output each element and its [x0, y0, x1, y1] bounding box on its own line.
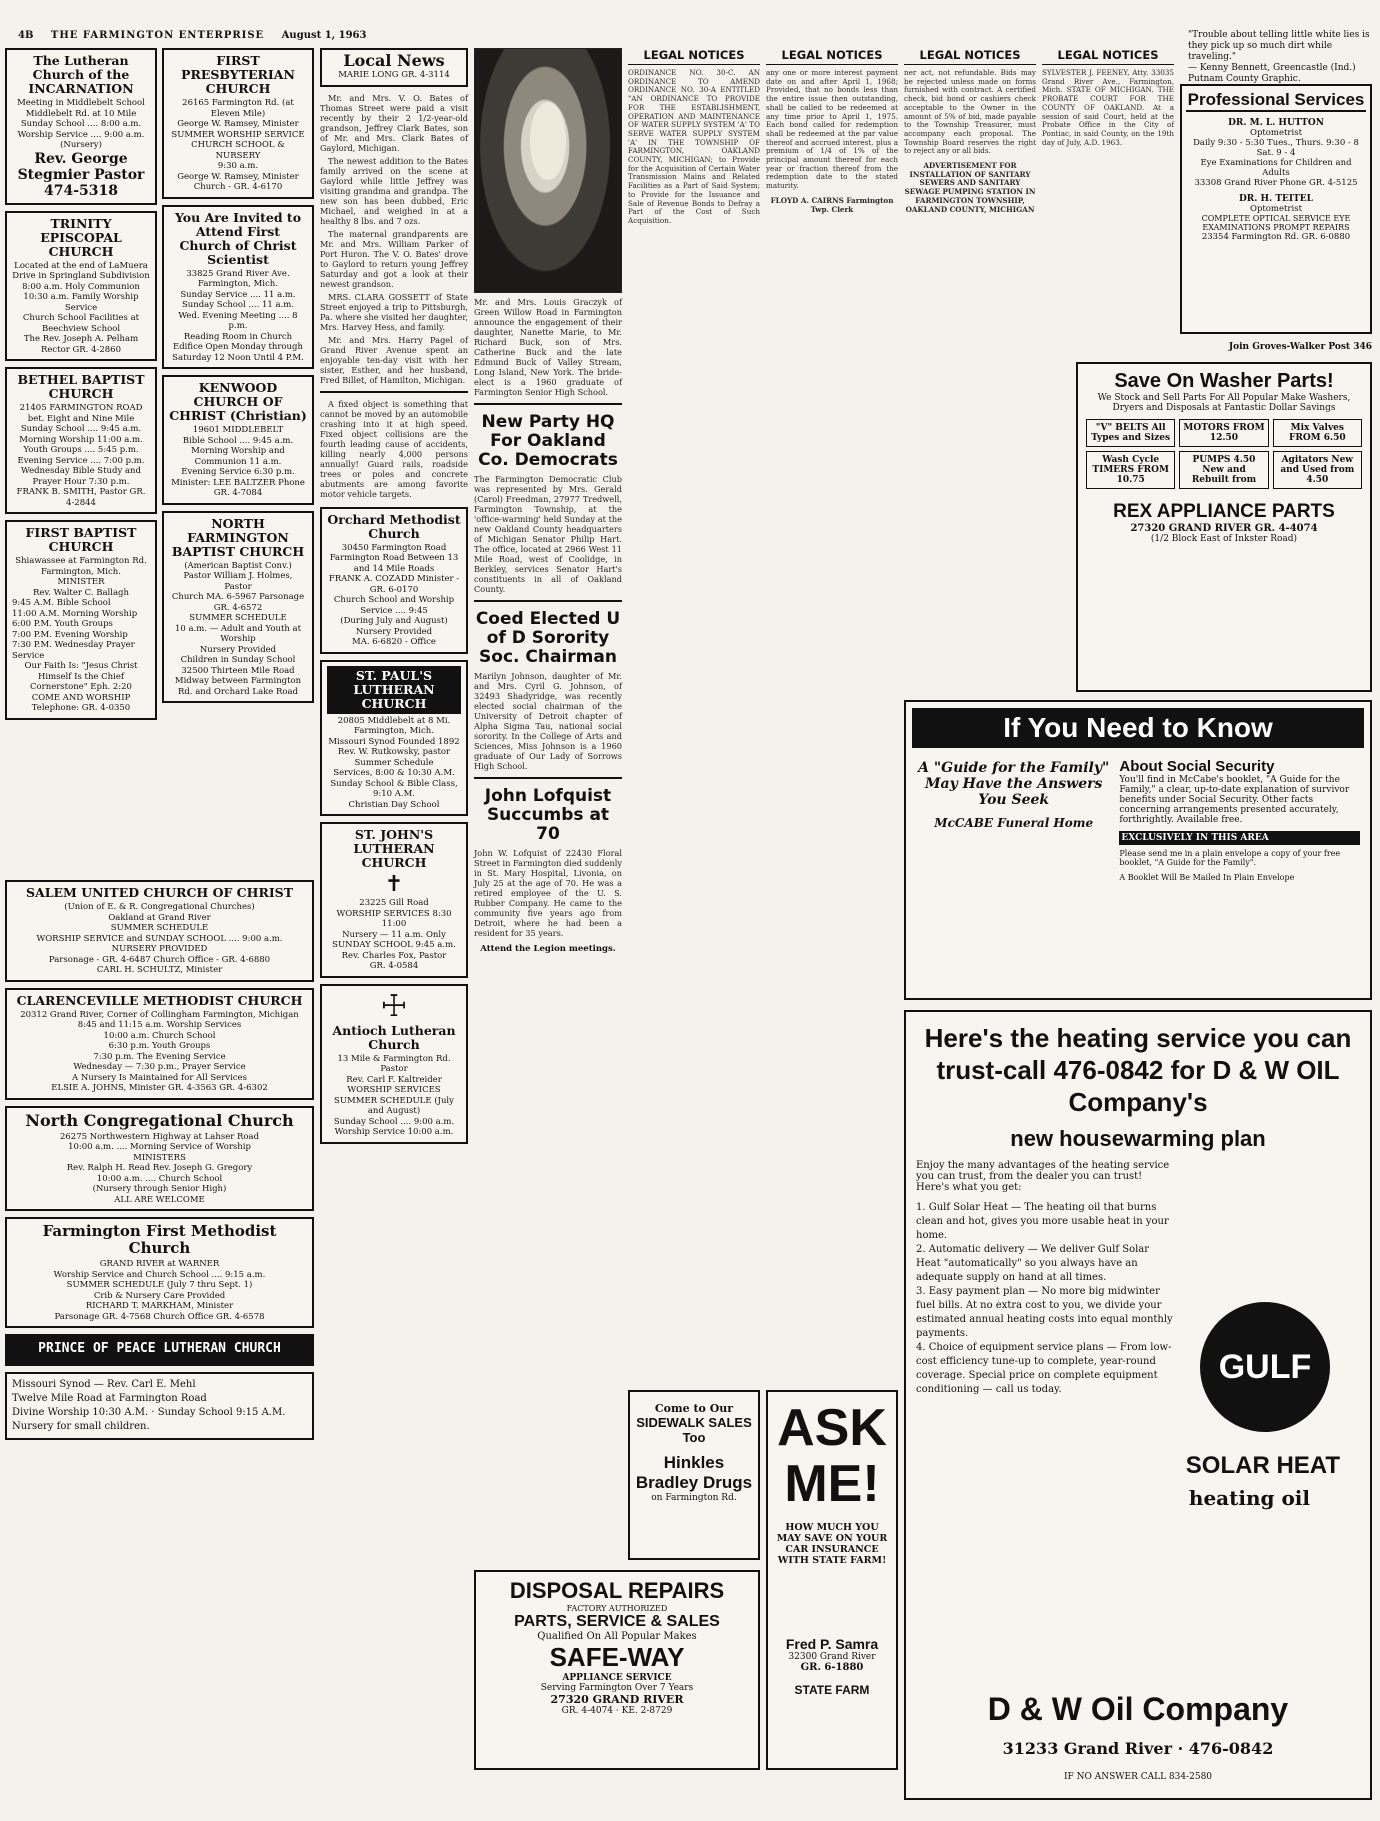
church-box: ST. PAUL'S LUTHERAN CHURCH 20805 Middlebelt at 8 Mi. Farmington, Mich. Missouri Synod Founded 1892 Rev. W. Rutkowsky, pastor Summer Schedule Services, 8:00 & 10:30 A.M. Sunday School & Bible Class, 9:10 A.M. Christian Day School [320, 660, 468, 817]
church-box: FIRST PRESBYTERIAN CHURCH 26165 Farmington Rd. (at Eleven Mile) George W. Ramsey, Minister SUMMER WORSHIP SERVICE CHURCH SCHOOL & NURSERY 9:30 a.m. George W. Ramsey, Minister Church - GR. 4-6170 [162, 48, 314, 199]
church-box: ST. JOHN'S LUTHERAN CHURCH ✝ 23225 Gill Road WORSHIP SERVICES 8:30 11:00 Nursery — 11 a.m. Only SUNDAY SCHOOL 9:45 a.m. Rev. Charles Fox, Pastor GR. 4-0584 [320, 822, 468, 978]
lutheran-cross-icon: ✝ [384, 872, 404, 897]
ask-me-ad: ASK ME! HOW MUCH YOU MAY SAVE ON YOUR CAR INSURANCE WITH STATE FARM! Fred P. Samra 32300 Grand River GR. 6-1880 STATE FARM [766, 1390, 898, 1770]
photo-caption: Mr. and Mrs. Louis Graczyk of Green Willow Road in Farmington announce the engagement of their daughter, Nanette Marie, to Mr. Richard Buck, son of Mrs. Catherine Buck and the late Edmund Buck of Valley Stream, Long Island, New York. The bride-elect is a 1960 graduate of Farmington Senior High School. [474, 297, 622, 397]
gulf-heating-ad: Here's the heating service you can trust-call 476-0842 for D & W OIL Company's new housewarming plan Enjoy the many advantages of the heating service you can trust, from the dealer you can trust! Here's what you get: 1. Gulf Solar Heat — The heating oil that burns clean and hot, gives you more usable heat in your home. 2. Automatic delivery — We deliver Gulf Solar Heat "automatically" so you always have an adequate supply on hand at all times. 3. Easy payment plan — No more big midwinter fuel bills. At no extra cost to you, we divide your estimated annual heating costs into equal monthly payments. 4. Choice of equipment service plans — From low-cost efficiency tune-up to complete, year-round coverage. Special price on complete equipment conditioning — call us today. GULF SOLAR HEAT heating oil D & W Oil Company 31233 Grand River · 476-0842 IF NO ANSWER CALL 834-2580 [904, 1010, 1372, 1800]
post-notice: Join Groves-Walker Post 346 [1228, 342, 1372, 352]
legal-column-2: LEGAL NOTICES any one or more interest payment date on and after April 1, 1968; Provided, that no bonds less than the entire issue then outstanding, shall be called to be redeemed at any time prior to April 1, 1975. Each bond called for redemption shall be redeemed at the par value thereof and accrued interest, plus a premium of 1/4 of 1% of the principal amount thereof for each year or fraction thereof from the redemption date to the stated maturity. FLOYD A. CAIRNS Farmington Twp. Clerk [766, 48, 898, 214]
disposal-repairs-ad: DISPOSAL REPAIRS FACTORY AUTHORIZED PARTS, SERVICE & SALES Qualified On All Popular Makes SAFE-WAY APPLIANCE SERVICE Serving Farmington Over 7 Years 27320 GRAND RIVER GR. 4-4074 · KE. 2-8729 [474, 1570, 760, 1770]
news-column-photo: Mr. and Mrs. Louis Graczyk of Green Willow Road in Farmington announce the engagement of their daughter, Nanette Marie, to Mr. Richard Buck, son of Mrs. Catherine Buck and the late Edmund Buck of Valley Stream, Long Island, New York. The bride-elect is a 1960 graduate of Farmington Senior High School. New Party HQ For Oakland Co. Democrats The Farmington Democratic Club was represented by Mrs. Gerald (Carol) Freedman, 27977 Tredwell, Farmington Township, at the 'office-warming' held Sunday at the new Oakland County headquarters of Michigan Senator Philip Hart. The office, located at 2966 West 11 Mile Road, west of Coolidge, in Berkley, services Senator Hart's constituents in all of Oakland County. Coed Elected U of D Sorority Soc. Chairman Marilyn Johnson, daughter of Mr. and Mrs. Cyril G. Johnson, of 32493 Shadyridge, was recently elected social chairman of the University of Detroit chapter of Alpha Sigma Tau, national social sorority. In the College of Arts and Sciences, Miss Johnson is a 1960 graduate of Our Lady of Sorrows High School. John Lofquist Succumbs at 70 John W. Lofquist of 22430 Floral Street in Farmington died suddenly in St. Mary Hospital, Livonia, on July 25 at the age of 70. He was a retired employee of the U. S. Rubber Company. He came to the community five years ago from Detroit, where he had been a resident for 35 years. Attend the Legion meetings. [474, 48, 622, 958]
gulf-logo-icon: GULF [1200, 1302, 1330, 1432]
masthead [18, 30, 1173, 41]
news-column-local [320, 48, 468, 1150]
church-box: BETHEL BAPTIST CHURCH 21405 FARMINGTON ROAD bet. Eight and Nine Mile Sunday School .... 9:45 a.m. Morning Worship 11:00 a.m. Youth Groups .... 5:45 p.m. Evening Service .... 7:00 p.m. Wednesday Bible Study and Prayer Hour 7:30 p.m. FRANK B. SMITH, Pastor GR. 4-2844 [5, 367, 157, 514]
church-box: Orchard Methodist Church 30450 Farmington Road Farmington Road Between 13 and 14 Mile Roads FRANK A. COZADD Minister - GR. 6-0170 Church School and Worship Service .... 9:45 (During July and August) Nursery Provided MA. 6-6820 - Office [320, 507, 468, 654]
church-name: PRINCE OF PEACE LUTHERAN CHURCH [38, 1341, 281, 1356]
church-box: SALEM UNITED CHURCH OF CHRIST (Union of E. & R. Congregational Churches) Oakland at Grand River SUMMER SCHEDULE WORSHIP SERVICE and SUNDAY SCHOOL .... 9:00 a.m. NURSERY PROVIDED Parsonage - GR. 4-6487 Church Office - GR. 4-6880 CARL H. SCHULTZ, Minister [5, 880, 314, 982]
church-box [5, 1334, 314, 1366]
church-name: KENWOOD CHURCH OF CHRIST (Christian) [169, 380, 307, 423]
quote-text: "Trouble about telling little white lies is they pick up so much dirt while traveling." [1188, 30, 1370, 62]
church-name: Farmington First Methodist Church [42, 1222, 277, 1257]
church-box: You Are Invited to Attend First Church of Christ Scientist 33825 Grand River Ave. Farmington, Mich. Sunday Service .... 11 a.m. Sunday School .... 11 a.m. Wed. Evening Meeting .... 8 p.m. Reading Room in Church Edifice Open Monday through Saturday 12 Noon Until 4 P.M. [162, 205, 314, 370]
page-number: 4B [18, 30, 34, 41]
church-box: Missouri Synod — Rev. Carl E. Mehl Twelve Mile Road at Farmington Road Divine Worship 10:30 A.M. · Sunday School 9:15 A.M. Nursery for small children. [5, 1372, 314, 1440]
quote [1188, 30, 1373, 85]
church-name: BETHEL BAPTIST CHURCH [17, 372, 145, 401]
local-news-body: Mr. and Mrs. V. O. Bates of Thomas Street were paid a visit recently by their 2 1/2-year-old grandson, Jeffrey Clark Bates, son of Mr. and Mrs. Clark Bates of Gaylord, Michigan. The newest addition to the Bates family arrived on the scene at Gaylord while little Jeffrey was visiting grandma and grandpa. The new son has been dubbed, Eric Michael, and weighed in at a healthy 8 lbs. and 7 ozs. The maternal grandparents are Mr. and Mrs. William Parker of Port Huron. The V. O. Bates' drove to Gaylord to return young Jeffrey Saturday and got a look at their newest grandson. MRS. CLARA GOSSETT of State Street enjoyed a trip to Pittsburgh, Pa. where she visited her daughter, Mrs. Harvey Hess, and family. Mr. and Mrs. Harry Pagel of Grand River Avenue spent an enjoyable ten-day visit with her sister, Esther, and her husband, Fred Billet, of Hamilton, Michigan. A fixed object is something that cannot be moved by an automobile crashing into it at high speed. Fixed object collisions are the fourth leading cause of accidents, killing nearly 4,000 persons annually! Guard rails, roadside trees or poles and concrete abutments are among favorite motor vehicle targets. [320, 92, 468, 499]
legal-column-4: LEGAL NOTICES SYLVESTER J. FEENEY, Atty. 33035 Grand River Ave., Farmington, Mich. STATE OF MICHIGAN. THE PROBATE COURT FOR THE COUNTY OF OAKLAND. At a session of said Court, held at the Probate Office in the City of Pontiac, in said County, on the 19th day of July, A.D. 1963. [1042, 48, 1174, 147]
church-name: North Congregational Church [25, 1110, 294, 1130]
washer-parts-ad: Save On Washer Parts! We Stock and Sell Parts For All Popular Make Washers, Dryers and Disposals at Fantastic Dollar Savings "V" BELTS All Types and Sizes MOTORS FROM 12.50 Mix Valves FROM 6.50 Wash Cycle TIMERS FROM 10.75 PUMPS 4.50 New and Rebuilt from Agitators New and Used from 4.50 REX APPLIANCE PARTS 27320 GRAND RIVER GR. 4-4074 (1/2 Block East of Inkster Road) [1076, 362, 1372, 692]
church-box: CLARENCEVILLE METHODIST CHURCH 20312 Grand River, Corner of Collingham Farmington, Michigan 8:45 and 11:15 a.m. Worship Services 10:00 a.m. Church School 6:30 p.m. Youth Groups 7:30 p.m. The Evening Service Wednesday — 7:30 p.m., Prayer Service A Nursery Is Maintained for All Services ELSIE A. JOHNS, Minister GR. 4-3563 GR. 4-6302 [5, 988, 314, 1100]
professional-services: Professional Services DR. M. L. HUTTON Optometrist Daily 9:30 - 5:30 Tues., Thurs. 9:30 - 8 Sat. 9 - 4 Eye Examinations for Children and Adults 33308 Grand River Phone GR. 4-5125 DR. H. TEITEL Optometrist COMPLETE OPTICAL SERVICE EYE EXAMINATIONS PROMPT REPAIRS 23354 Farmington Rd. GR. 6-0880 [1180, 84, 1372, 334]
headline-coed: Coed Elected U of D Sorority Soc. Chairman [475, 609, 621, 667]
headline-lofquist: John Lofquist Succumbs at 70 [484, 786, 612, 844]
church-name: CLARENCEVILLE METHODIST CHURCH [16, 992, 303, 1008]
local-news-box: Local News MARIE LONG GR. 4-3114 [320, 48, 468, 87]
headline-party-hq: New Party HQ For Oakland Co. Democrats [478, 412, 618, 470]
church-name: SALEM UNITED CHURCH OF CHRIST [25, 885, 294, 900]
church-box: KENWOOD CHURCH OF CHRIST (Christian) 19601 MIDDLEBELT Bible School .... 9:45 a.m. Morning Worship and Communion 11 a.m. Evening Service 6:30 p.m. Minister: LEE BALTZER Phone GR. 4-7084 [162, 375, 314, 505]
sidewalk-sales-ad: Come to Our SIDEWALK SALES Too Hinkles Bradley Drugs on Farmington Rd. [628, 1390, 760, 1560]
church-name: The Lutheran Church of the INCARNATION [28, 53, 134, 96]
church-box: The Lutheran Church of the INCARNATION Meeting in Middlebelt School Middlebelt Rd. at 10 Mile Sunday School .... 8:00 a.m. Worship Service .... 9:00 a.m. (Nursery) Rev. George Stegmier Pastor 474-5318 [5, 48, 157, 205]
wide-church-column [5, 880, 314, 1446]
church-name: NORTH FARMINGTON BAPTIST CHURCH [171, 515, 305, 559]
church-box: FIRST BAPTIST CHURCH Shiawassee at Farmington Rd. Farmington, Mich. MINISTER Rev. Walter C. Ballagh 9:45 A.M. Bible School 11:00 A.M. Morning Worship 6:00 P.M. Youth Groups 7:00 P.M. Evening Worship 7:30 P.M. Wednesday Prayer Service Our Faith Is: "Jesus Christ Himself Is the Chief Cornerstone" Eph. 2:20 COME AND WORSHIP Telephone: GR. 4-0350 [5, 520, 157, 720]
church-name: TRINITY EPISCOPAL CHURCH [40, 215, 122, 259]
issue-date: August 1, 1963 [281, 30, 367, 41]
church-name: You Are Invited to Attend First Church of Christ Scientist [174, 209, 302, 267]
legal-column-1: LEGAL NOTICES ORDINANCE NO. 30-C. AN ORDINANCE TO AMEND ORDINANCE NO. 30-A ENTITLED "AN ORDINANCE TO PROVIDE FOR THE ESTABLISHMENT, OPERATION AND MAINTENANCE OF WATER SUPPLY SYSTEM 'A' TO SERVE WATER SUPPLY SYSTEM 'A' IN THE TOWNSHIP OF FARMINGTON, OAKLAND COUNTY, MICHIGAN; to Provide for the Acquisition of Certain Water Transmission Mains and Related Facilities as a Part of Said System; to Provide for the Issuance and Sale of Revenue Bonds to Defray a Part of the Cost of Such Acquisition. [628, 48, 760, 225]
church-column-1 [5, 48, 157, 726]
church-box: NORTH FARMINGTON BAPTIST CHURCH (American Baptist Conv.) Pastor William J. Holmes, Pastor Church MA. 6-5967 Parsonage GR. 4-6572 SUMMER SCHEDULE 10 a.m. — Adult and Youth at Worship Nursery Provided Children in Sunday School 32500 Thirteen Mile Road Midway between Farmington Rd. and Orchard Lake Road [162, 511, 314, 704]
church-box: North Congregational Church 26275 Northwestern Highway at Lahser Road 10:00 a.m. .... Morning Service of Worship MINISTERS Rev. Ralph H. Read Rev. Joseph G. Gregory 10:00 a.m. .... Church School (Nursery through Senior High) ALL ARE WELCOME [5, 1106, 314, 1212]
church-column-2 [162, 48, 314, 709]
church-box: Farmington First Methodist Church GRAND RIVER at WARNER Worship Service and Church School .... 9:15 a.m. SUMMER SCHEDULE (July 7 thru Sept. 1) Crib & Nursery Care Provided RICHARD T. MARKHAM, Minister Parsonage GR. 4-7568 Church Office GR. 4-6578 [5, 1217, 314, 1328]
church-box: TRINITY EPISCOPAL CHURCH Located at the end of LaMuera Drive in Springland Subdivision 8:00 a.m. Holy Communion 10:30 a.m. Family Worship Service Church School Facilities at Beechview School The Rev. Joseph A. Pelham Rector GR. 4-2860 [5, 211, 157, 362]
mccabe-ad: If You Need to Know A "Guide for the Family" May Have the Answers You Seek McCABE Funeral Home About Social Security You'll find in McCabe's booklet, "A Guide for the Family," a clear, up-to-date explanation of survivor benefits under Social Security. Other facts concerning arrangements presented accurately, forthrightly. Available free. EXCLUSIVELY IN THIS AREA Please send me in a plain envelope a copy of your free booklet, "A Guide for the Family". A Booklet Will Be Mailed In Plain Envelope [904, 700, 1372, 1000]
church-box: ☩ Antioch Lutheran Church 13 Mile & Farmington Rd. Pastor Rev. Carl F. Kaltreider WORSHIP SERVICES SUMMER SCHEDULE (July and August) Sunday School .... 9:00 a.m. Worship Service 10:00 a.m. [320, 984, 468, 1144]
legal-column-3: LEGAL NOTICES ner act, not refundable. Bids may be rejected unless made on forms furnished with contract. A certified check, bid bond or cashiers check acceptable to the Owner in the amount of 5% of bid, made payable to the Township Treasurer, must accompany each proposal. The Township Board reserves the right to reject any or all bids. ADVERTISEMENT FOR INSTALLATION OF SANITARY SEWERS AND SANITARY SEWAGE PUMPING STATION IN FARMINGTON TOWNSHIP, OAKLAND COUNTY, MICHIGAN [904, 48, 1036, 214]
church-seal-icon: ☩ [380, 988, 408, 1024]
engagement-photo [474, 48, 622, 293]
quote-attribution: — Kenny Bennett, Greencastle (Ind.) Putnam County Graphic. [1188, 63, 1356, 84]
church-name: FIRST PRESBYTERIAN CHURCH [181, 53, 295, 96]
section-title: Local News [343, 51, 445, 70]
church-name: FIRST BAPTIST CHURCH [25, 525, 137, 554]
paper-name: THE FARMINGTON ENTERPRISE [50, 30, 265, 41]
